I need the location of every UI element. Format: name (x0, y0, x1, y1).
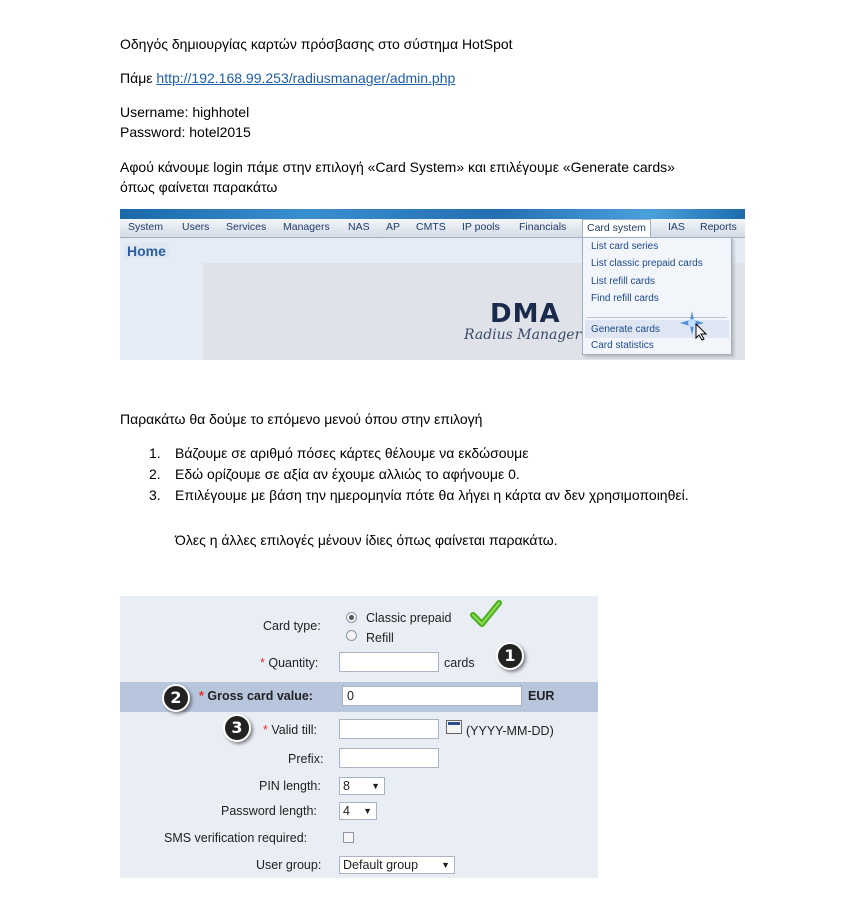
valid-label-wrap (263, 723, 317, 737)
nav-card-system[interactable]: Card system (582, 219, 651, 238)
badge-3: 3 (223, 714, 251, 742)
currency-label: EUR (528, 689, 555, 703)
nav-services[interactable]: Services (226, 221, 267, 233)
username-text: Username: highhotel (120, 104, 250, 120)
required-mark: * (199, 689, 204, 703)
quantity-unit: cards (444, 656, 475, 670)
card-type-label: Card type: (263, 619, 321, 633)
pin-length-select[interactable] (339, 777, 385, 795)
valid-till-label: Valid till: (271, 723, 317, 737)
nav-ias[interactable]: IAS (668, 221, 685, 233)
chevron-down-icon: ▼ (363, 806, 372, 816)
next-menu-text: Παρακάτω θα δούμε το επόμενο μενού όπου στην επιλογή (120, 411, 483, 427)
gross-value-label: Gross card value: (207, 689, 313, 703)
gross-label-wrap (199, 689, 313, 703)
prefix-label: Prefix: (288, 752, 324, 766)
nav-ap[interactable]: AP (386, 221, 401, 233)
refill-label: Refill (366, 631, 394, 645)
nav-reports[interactable]: Reports (700, 221, 737, 233)
valid-till-input[interactable] (339, 719, 439, 739)
menu-list-classic-prepaid[interactable]: List classic prepaid cards (591, 258, 703, 269)
gross-value-input[interactable]: 0 (342, 686, 522, 706)
pin-length-value: 8 (343, 779, 350, 793)
nav-ip-pools[interactable]: IP pools (462, 221, 500, 233)
badge-1: 1 (496, 642, 524, 670)
step-3-text: Επιλέγουμε με βάση την ημερομηνία πότε θα λήγει η κάρτα αν δεν χρησιμοποιηθεί. (175, 487, 689, 503)
user-group-label: User group: (256, 858, 322, 872)
instruction-line-2: όπως φαίνεται παρακάτω (120, 179, 278, 195)
quantity-label-wrap (260, 656, 318, 670)
nav-cmts[interactable]: CMTS (416, 221, 446, 233)
menu-list-refill-cards[interactable]: List refill cards (591, 276, 655, 287)
mouse-cursor-icon (695, 323, 707, 341)
step-2-text: Εδώ ορίζουμε σε αξία αν έχουμε αλλιώς το αφήνουμε 0. (175, 466, 520, 482)
dma-logo: DMA (490, 299, 561, 329)
admin-url-link[interactable]: http://192.168.99.253/radiusmanager/admin.php (156, 70, 456, 86)
card-system-dropdown (582, 237, 732, 355)
header-banner (120, 209, 745, 219)
quantity-input[interactable] (339, 652, 439, 672)
badge-2: 2 (162, 684, 190, 712)
step-1-text: Βάζουμε σε αριθμό πόσες κάρτες θέλουμε να εκδώσουμε (175, 445, 529, 461)
quantity-label: Quantity: (268, 656, 319, 670)
go-prefix: Πάμε (120, 70, 157, 86)
date-format-hint: (YYYY-MM-DD) (466, 724, 554, 738)
password-length-value: 4 (343, 804, 350, 818)
calendar-icon[interactable] (446, 720, 462, 734)
menu-card-statistics[interactable]: Card statistics (591, 340, 654, 351)
nav-users[interactable]: Users (182, 221, 210, 233)
instruction-line-1: Αφού κάνουμε login πάμε στην επιλογή «Card System» και επιλέγουμε «Generate cards» (120, 159, 675, 175)
nav-system[interactable]: System (128, 221, 164, 233)
user-group-select[interactable] (339, 856, 455, 874)
step-3-number: 3. (149, 487, 161, 503)
pin-length-label: PIN length: (259, 779, 321, 793)
password-length-select[interactable] (339, 802, 377, 820)
others-note: Όλες η άλλες επιλογές μένουν ίδιες όπως φαίνεται παρακάτω. (175, 532, 558, 548)
home-tab[interactable]: Home (124, 243, 169, 259)
radio-classic-prepaid[interactable] (346, 612, 357, 623)
form-screenshot (120, 596, 598, 878)
menu-find-refill-cards[interactable]: Find refill cards (591, 293, 659, 304)
go-line (120, 69, 455, 87)
required-mark: * (263, 723, 268, 737)
prefix-input[interactable] (339, 748, 439, 768)
sms-verification-label: SMS verification required: (164, 831, 308, 845)
nav-managers[interactable]: Managers (283, 221, 330, 233)
radius-manager-logo: Radius Manager (464, 327, 582, 343)
required-mark: * (260, 656, 265, 670)
doc-title: Οδηγός δημιουργίας καρτών πρόσβασης στο σύστημα HotSpot (120, 36, 513, 52)
chevron-down-icon: ▼ (371, 781, 380, 791)
menu-list-card-series[interactable]: List card series (591, 241, 659, 252)
dropdown-separator (587, 317, 727, 318)
checkmark-icon (470, 599, 502, 629)
menu-generate-cards[interactable]: Generate cards (591, 324, 660, 335)
nav-financials[interactable]: Financials (519, 221, 567, 233)
step-1-number: 1. (149, 445, 161, 461)
chevron-down-icon: ▼ (441, 860, 450, 870)
user-group-value: Default group (343, 858, 419, 872)
step-2-number: 2. (149, 466, 161, 482)
nav-nas[interactable]: NAS (348, 221, 370, 233)
password-text: Password: hotel2015 (120, 124, 251, 140)
classic-prepaid-label: Classic prepaid (366, 611, 452, 625)
sms-verification-checkbox[interactable] (343, 832, 354, 843)
password-length-label: Password length: (221, 804, 317, 818)
menu-screenshot (120, 209, 745, 360)
radio-refill[interactable] (346, 630, 357, 641)
